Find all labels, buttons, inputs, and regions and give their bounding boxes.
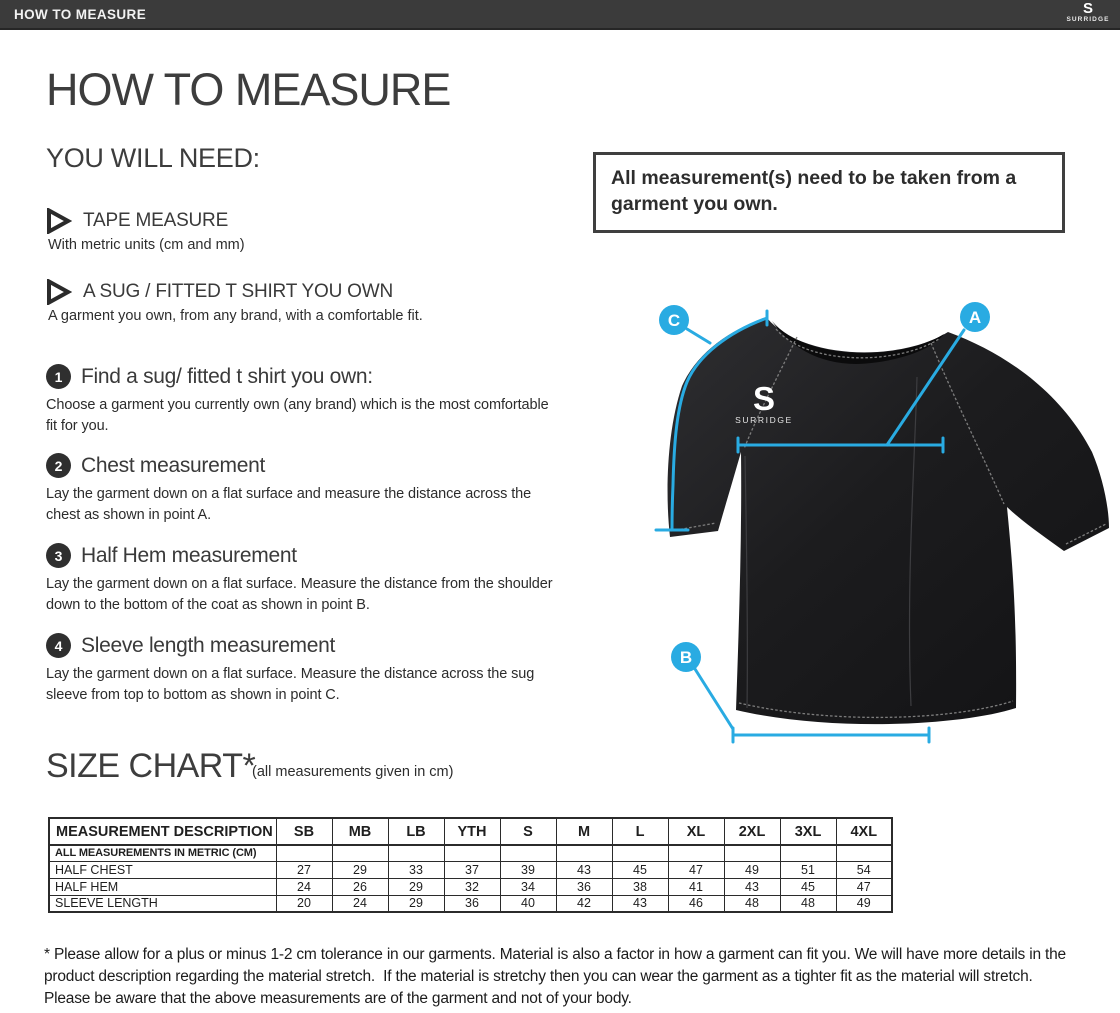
value-cell: 20 <box>276 895 332 912</box>
row-label: HALF CHEST <box>49 861 276 878</box>
step-1 <box>46 364 566 436</box>
size-chart-heading: SIZE CHART* <box>46 747 256 785</box>
empty-cell <box>612 845 668 861</box>
step-4 <box>46 633 566 705</box>
empty-cell <box>724 845 780 861</box>
size-chart-subheading: (all measurements given in cm) <box>252 764 454 780</box>
step-1-badge: 1 <box>46 364 71 389</box>
value-cell: 42 <box>556 895 612 912</box>
value-cell: 48 <box>780 895 836 912</box>
marker-c-label: C <box>667 311 681 330</box>
table-row-half-chest <box>49 861 892 878</box>
step-4-title: Sleeve length measurement <box>81 633 335 657</box>
header-size: M <box>556 818 612 845</box>
value-cell: 29 <box>332 861 388 878</box>
size-chart-table <box>48 817 893 913</box>
row-label: SLEEVE LENGTH <box>49 895 276 912</box>
empty-cell <box>276 845 332 861</box>
empty-cell <box>668 845 724 861</box>
tshirt-illustration <box>600 280 1120 800</box>
marker-b-connector <box>695 669 733 729</box>
measurement-note-box <box>593 152 1065 233</box>
value-cell: 33 <box>388 861 444 878</box>
value-cell: 32 <box>444 878 500 895</box>
value-cell: 46 <box>668 895 724 912</box>
value-cell: 47 <box>836 878 892 895</box>
value-cell: 29 <box>388 895 444 912</box>
row-label: HALF HEM <box>49 878 276 895</box>
step-4-badge: 4 <box>46 633 71 658</box>
need-item-caption: A garment you own, from any brand, with a comfortable fit. <box>48 308 423 324</box>
marker-b-label: B <box>679 648 693 667</box>
value-cell: 38 <box>612 878 668 895</box>
value-cell: 40 <box>500 895 556 912</box>
empty-cell <box>332 845 388 861</box>
step-3-body: Lay the garment down on a flat surface. Measure the distance from the shoulder down to the bottom of the coat as shown in point B. <box>46 576 553 613</box>
value-cell: 27 <box>276 861 332 878</box>
surridge-s-icon: S <box>1082 0 1093 17</box>
tolerance-footnote: * Please allow for a plus or minus 1-2 cm tolerance in our garments. Material is also a factor in how a garment can fit you. We will have more details in the product description regarding the material stretch. If the material is stretchy then you can wear the garment as a tighter fit as the material will stretch. Please be aware that the above measurements are of the garment and not of your body. <box>44 946 1071 1007</box>
size-chart-header-row <box>49 818 892 845</box>
value-cell: 47 <box>668 861 724 878</box>
shirt-logo-s-icon: S <box>752 380 776 417</box>
surridge-logo <box>1065 2 1111 23</box>
marker-a-label: A <box>968 308 982 327</box>
header-size: SB <box>276 818 332 845</box>
step-2-badge: 2 <box>46 453 71 478</box>
top-bar-title: HOW TO MEASURE <box>14 7 147 22</box>
value-cell: 45 <box>780 878 836 895</box>
surridge-wordmark: SURRIDGE <box>1066 16 1110 23</box>
step-3 <box>46 543 566 615</box>
value-cell: 43 <box>612 895 668 912</box>
need-item-fitted-shirt <box>46 279 586 324</box>
step-3-badge: 3 <box>46 543 71 568</box>
play-triangle-icon <box>46 208 72 234</box>
value-cell: 43 <box>556 861 612 878</box>
empty-cell <box>556 845 612 861</box>
value-cell: 26 <box>332 878 388 895</box>
value-cell: 37 <box>444 861 500 878</box>
empty-cell <box>500 845 556 861</box>
value-cell: 49 <box>836 895 892 912</box>
step-1-title: Find a sug/ fitted t shirt you own: <box>81 364 373 388</box>
value-cell: 54 <box>836 861 892 878</box>
value-cell: 24 <box>332 895 388 912</box>
value-cell: 49 <box>724 861 780 878</box>
header-size: 4XL <box>836 818 892 845</box>
need-item-caption: With metric units (cm and mm) <box>48 237 245 253</box>
marker-c-connector <box>687 329 710 343</box>
header-size: MB <box>332 818 388 845</box>
header-size: 2XL <box>724 818 780 845</box>
step-4-body: Lay the garment down on a flat surface. Measure the distance across the sug sleeve from top to bottom as shown in point C. <box>46 666 535 703</box>
value-cell: 34 <box>500 878 556 895</box>
value-cell: 36 <box>556 878 612 895</box>
you-will-need-heading: YOU WILL NEED: <box>46 143 260 173</box>
need-item-title: TAPE MEASURE <box>83 210 229 231</box>
empty-cell <box>780 845 836 861</box>
step-2-body: Lay the garment down on a flat surface and measure the distance across the chest as shown in point A. <box>46 486 532 523</box>
header-size: YTH <box>444 818 500 845</box>
table-row-half-hem <box>49 878 892 895</box>
value-cell: 36 <box>444 895 500 912</box>
need-item-tape-measure <box>46 208 586 253</box>
value-cell: 24 <box>276 878 332 895</box>
header-size: S <box>500 818 556 845</box>
need-item-title: A SUG / FITTED T SHIRT YOU OWN <box>83 281 394 302</box>
header-size: L <box>612 818 668 845</box>
empty-cell <box>836 845 892 861</box>
value-cell: 48 <box>724 895 780 912</box>
top-bar <box>0 0 1120 30</box>
value-cell: 45 <box>612 861 668 878</box>
header-size: XL <box>668 818 724 845</box>
step-1-body: Choose a garment you currently own (any brand) which is the most comfortable fit for you. <box>46 397 549 434</box>
page-title: HOW TO MEASURE <box>46 64 451 115</box>
empty-cell <box>388 845 444 861</box>
tshirt-measurement-diagram <box>600 280 1120 800</box>
header-size: LB <box>388 818 444 845</box>
metric-note-cell: ALL MEASUREMENTS IN METRIC (CM) <box>49 845 276 861</box>
measurement-note-text: All measurement(s) need to be taken from a garment you own. <box>611 167 1017 215</box>
step-2-title: Chest measurement <box>81 453 265 477</box>
metric-note-row <box>49 845 892 861</box>
header-measurement-description: MEASUREMENT DESCRIPTION <box>49 818 276 845</box>
value-cell: 51 <box>780 861 836 878</box>
value-cell: 43 <box>724 878 780 895</box>
shirt-logo-wordmark: SURRIDGE <box>735 415 793 425</box>
step-2 <box>46 453 566 525</box>
value-cell: 41 <box>668 878 724 895</box>
empty-cell <box>444 845 500 861</box>
value-cell: 39 <box>500 861 556 878</box>
tshirt-body <box>668 318 1109 724</box>
table-row-sleeve-length <box>49 895 892 912</box>
value-cell: 29 <box>388 878 444 895</box>
hem-measure-line <box>733 728 929 742</box>
header-size: 3XL <box>780 818 836 845</box>
step-3-title: Half Hem measurement <box>81 543 297 567</box>
play-triangle-icon <box>46 279 72 305</box>
